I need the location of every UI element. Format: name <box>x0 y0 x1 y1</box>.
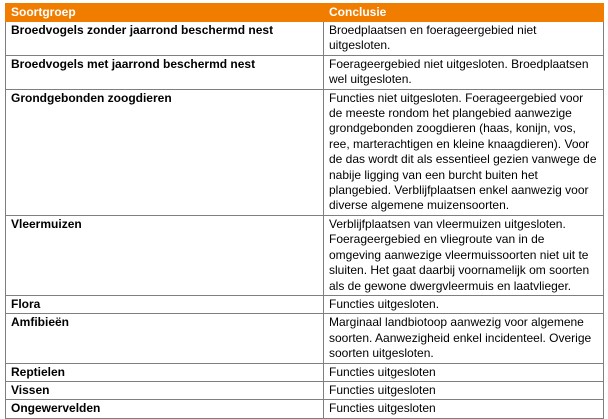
species-conclusion-table-wrapper <box>5 3 603 419</box>
species-group-cell: Amfibieën <box>6 314 324 363</box>
species-conclusion-table <box>5 3 604 419</box>
conclusion-cell: Functies uitgesloten. <box>324 295 604 313</box>
species-group-cell: Vleermuizen <box>6 215 324 295</box>
species-group-cell: Broedvogels zonder jaarrond beschermd nest <box>6 22 324 56</box>
table-row <box>6 400 604 418</box>
conclusion-cell: Functies uitgesloten <box>324 400 604 418</box>
conclusion-cell: Verblijfplaatsen van vleermuizen uitgesloten. Foerageergebied en vliegroute van in de omgeving aanwezige vleermuissoorten niet uit te sluiten. Het gaat daarbij voornamelijk om soorten als de gewone dwergvleermuis en laatvlieger. <box>324 215 604 295</box>
conclusion-cell: Functies uitgesloten <box>324 363 604 381</box>
species-group-cell: Broedvogels met jaarrond beschermd nest <box>6 55 324 89</box>
table-header-row <box>6 4 604 22</box>
header-soortgroep: Soortgroep <box>6 4 324 22</box>
conclusion-cell: Foerageergebied niet uitgesloten. Broedplaatsen wel uitgesloten. <box>324 55 604 89</box>
conclusion-cell: Functies niet uitgesloten. Foerageergebied voor de meeste rondom het plangebied aanwezige grondgebonden zoogdieren (haas, konijn, vos, ree, marterachtigen en kleine knaagdieren). Voor de das wordt dit als essentieel gezien vanwege de nabije ligging van een burcht buiten het plangebied. Verblijfplaatsen enkel aanwezig voor diverse algemene muizensoorten. <box>324 89 604 215</box>
table-row <box>6 314 604 363</box>
species-group-cell: Flora <box>6 295 324 313</box>
table-row <box>6 363 604 381</box>
species-group-cell: Grondgebonden zoogdieren <box>6 89 324 215</box>
header-conclusie: Conclusie <box>324 4 604 22</box>
species-group-cell: Vissen <box>6 381 324 399</box>
table-row <box>6 55 604 89</box>
table-row <box>6 215 604 295</box>
species-group-cell: Reptielen <box>6 363 324 381</box>
table-row <box>6 381 604 399</box>
table-row <box>6 22 604 56</box>
conclusion-cell: Functies uitgesloten <box>324 381 604 399</box>
table-row <box>6 89 604 215</box>
conclusion-cell: Broedplaatsen en foerageergebied niet uitgesloten. <box>324 22 604 56</box>
table-row <box>6 295 604 313</box>
conclusion-cell: Marginaal landbiotoop aanwezig voor algemene soorten. Aanwezigheid enkel incidenteel. Overige soorten uitgesloten. <box>324 314 604 363</box>
species-group-cell: Ongewervelden <box>6 400 324 418</box>
